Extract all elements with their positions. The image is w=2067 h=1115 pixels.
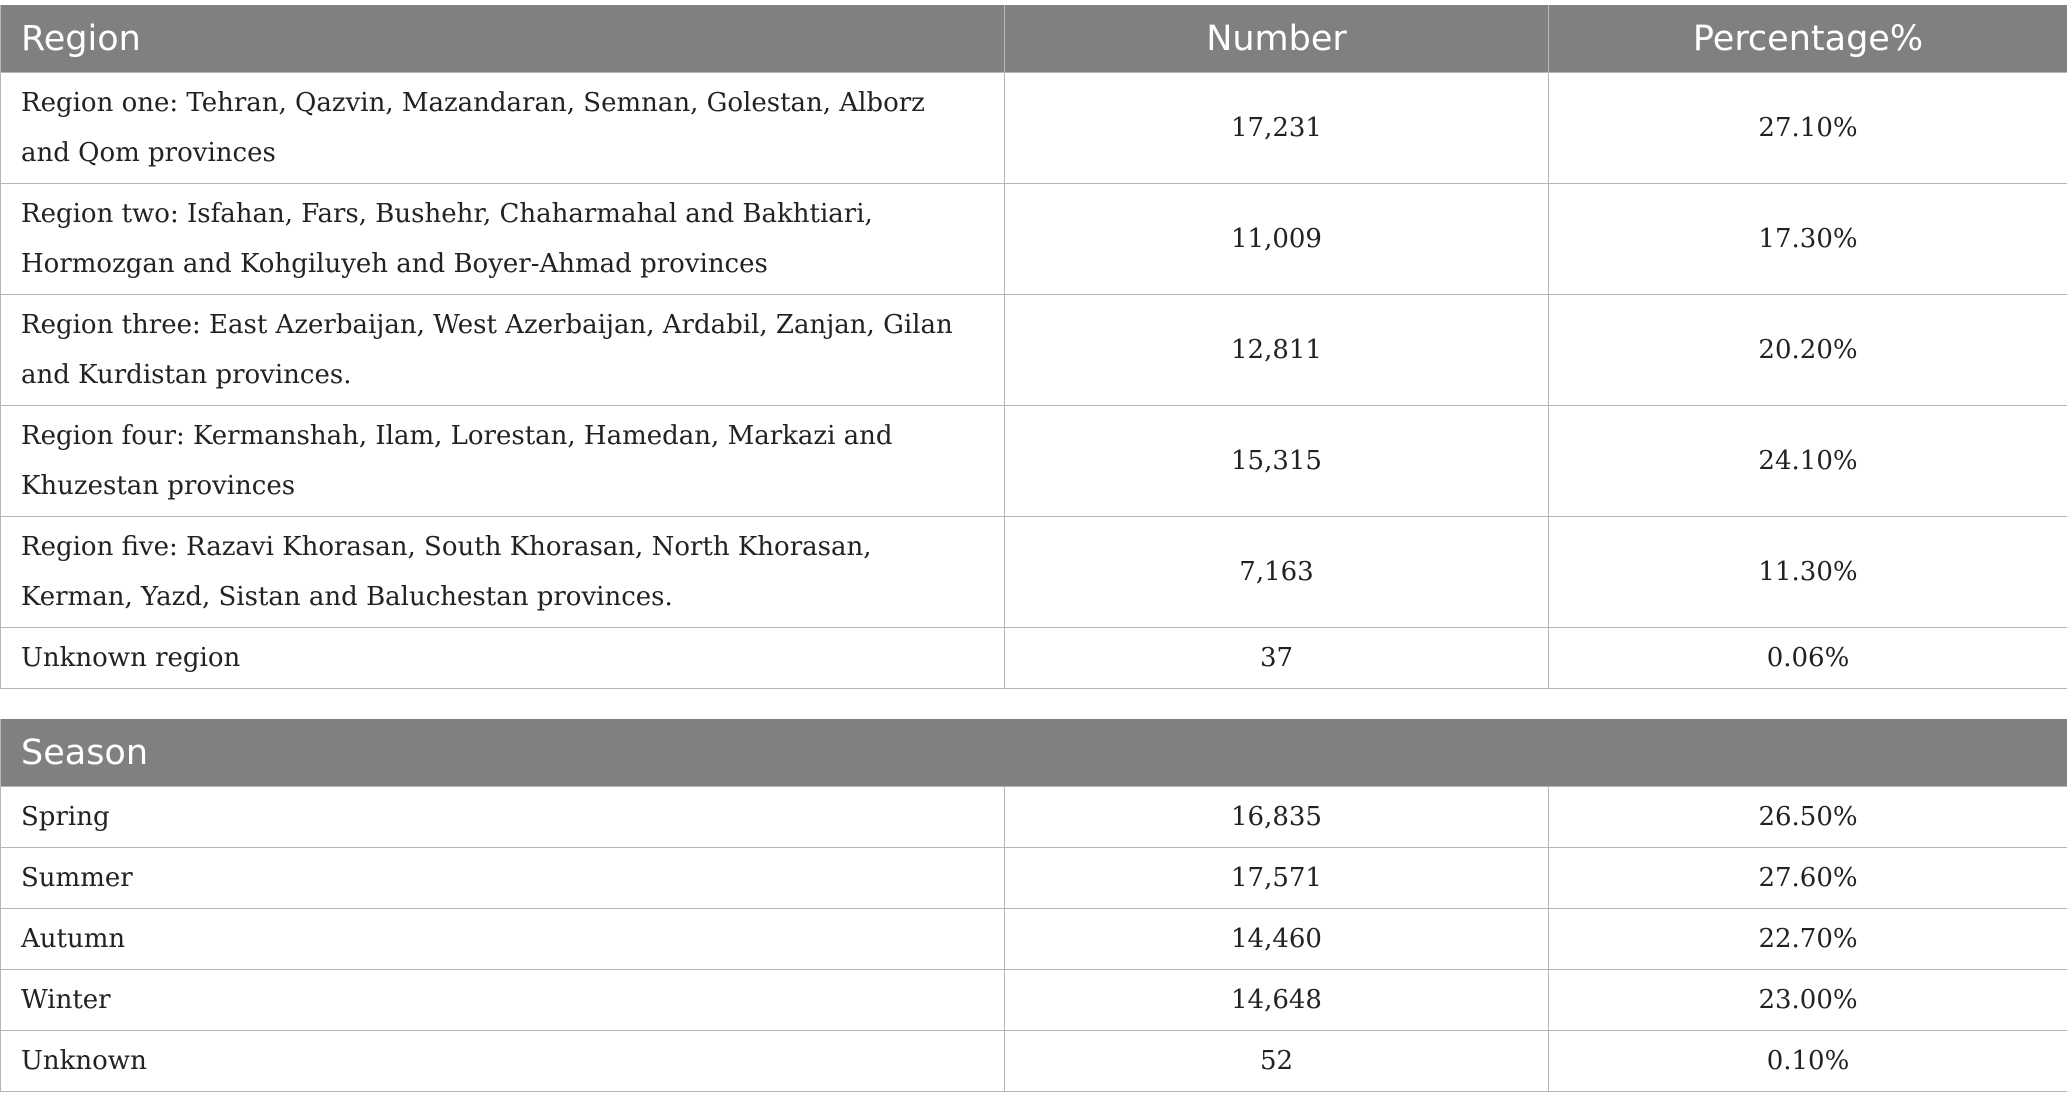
region-percent: 24.10%: [1549, 406, 2067, 517]
season-percent: 27.60%: [1549, 848, 2067, 909]
region-number: 7,163: [1005, 517, 1549, 628]
region-percent: 0.06%: [1549, 628, 2067, 689]
table-row: [1, 406, 2067, 517]
region-label: Region four: Kermanshah, Ilam, Lorestan, Hamedan, Markazi and Khuzestan provinces: [1, 406, 1005, 517]
number-column-header: Number: [1005, 5, 1549, 73]
region-label: Region two: Isfahan, Fars, Bushehr, Chaharmahal and Bakhtiari, Hormozgan and Kohgiluyeh and Boyer-Ahmad provinces: [1, 184, 1005, 295]
season-number: 52: [1005, 1031, 1549, 1092]
season-number: 17,571: [1005, 848, 1549, 909]
season-percent: 0.10%: [1549, 1031, 2067, 1092]
table-row: [1, 295, 2067, 406]
table-row: [1, 73, 2067, 184]
season-header-row: [1, 719, 2067, 787]
season-column-header: Season: [1, 719, 2067, 787]
season-percent: 22.70%: [1549, 909, 2067, 970]
table-row: [1, 628, 2067, 689]
season-number: 14,648: [1005, 970, 1549, 1031]
season-table: [0, 719, 2067, 1092]
region-number: 15,315: [1005, 406, 1549, 517]
percentage-column-header: Percentage%: [1549, 5, 2067, 73]
region-number: 12,811: [1005, 295, 1549, 406]
region-number: 11,009: [1005, 184, 1549, 295]
table-row: [1, 517, 2067, 628]
table-row: [1, 848, 2067, 909]
region-table: [0, 5, 2067, 689]
season-percent: 23.00%: [1549, 970, 2067, 1031]
region-label: Region five: Razavi Khorasan, South Khorasan, North Khorasan, Kerman, Yazd, Sistan and Baluchestan provinces.: [1, 517, 1005, 628]
region-label: Unknown region: [1, 628, 1005, 689]
season-percent: 26.50%: [1549, 787, 2067, 848]
region-percent: 27.10%: [1549, 73, 2067, 184]
region-column-header: Region: [1, 5, 1005, 73]
season-label: Spring: [1, 787, 1005, 848]
table-row: [1, 909, 2067, 970]
table-row: [1, 1031, 2067, 1092]
region-label: Region three: East Azerbaijan, West Azerbaijan, Ardabil, Zanjan, Gilan and Kurdistan provinces.: [1, 295, 1005, 406]
region-number: 37: [1005, 628, 1549, 689]
season-number: 16,835: [1005, 787, 1549, 848]
region-header-row: [1, 5, 2067, 73]
tables-container: [0, 5, 2067, 1092]
season-label: Autumn: [1, 909, 1005, 970]
season-label: Summer: [1, 848, 1005, 909]
season-label: Unknown: [1, 1031, 1005, 1092]
table-row: [1, 184, 2067, 295]
season-label: Winter: [1, 970, 1005, 1031]
table-row: [1, 970, 2067, 1031]
region-percent: 17.30%: [1549, 184, 2067, 295]
table-row: [1, 787, 2067, 848]
region-number: 17,231: [1005, 73, 1549, 184]
region-percent: 20.20%: [1549, 295, 2067, 406]
region-percent: 11.30%: [1549, 517, 2067, 628]
region-label: Region one: Tehran, Qazvin, Mazandaran, Semnan, Golestan, Alborz and Qom provinces: [1, 73, 1005, 184]
table-spacer: [0, 689, 2067, 719]
season-number: 14,460: [1005, 909, 1549, 970]
